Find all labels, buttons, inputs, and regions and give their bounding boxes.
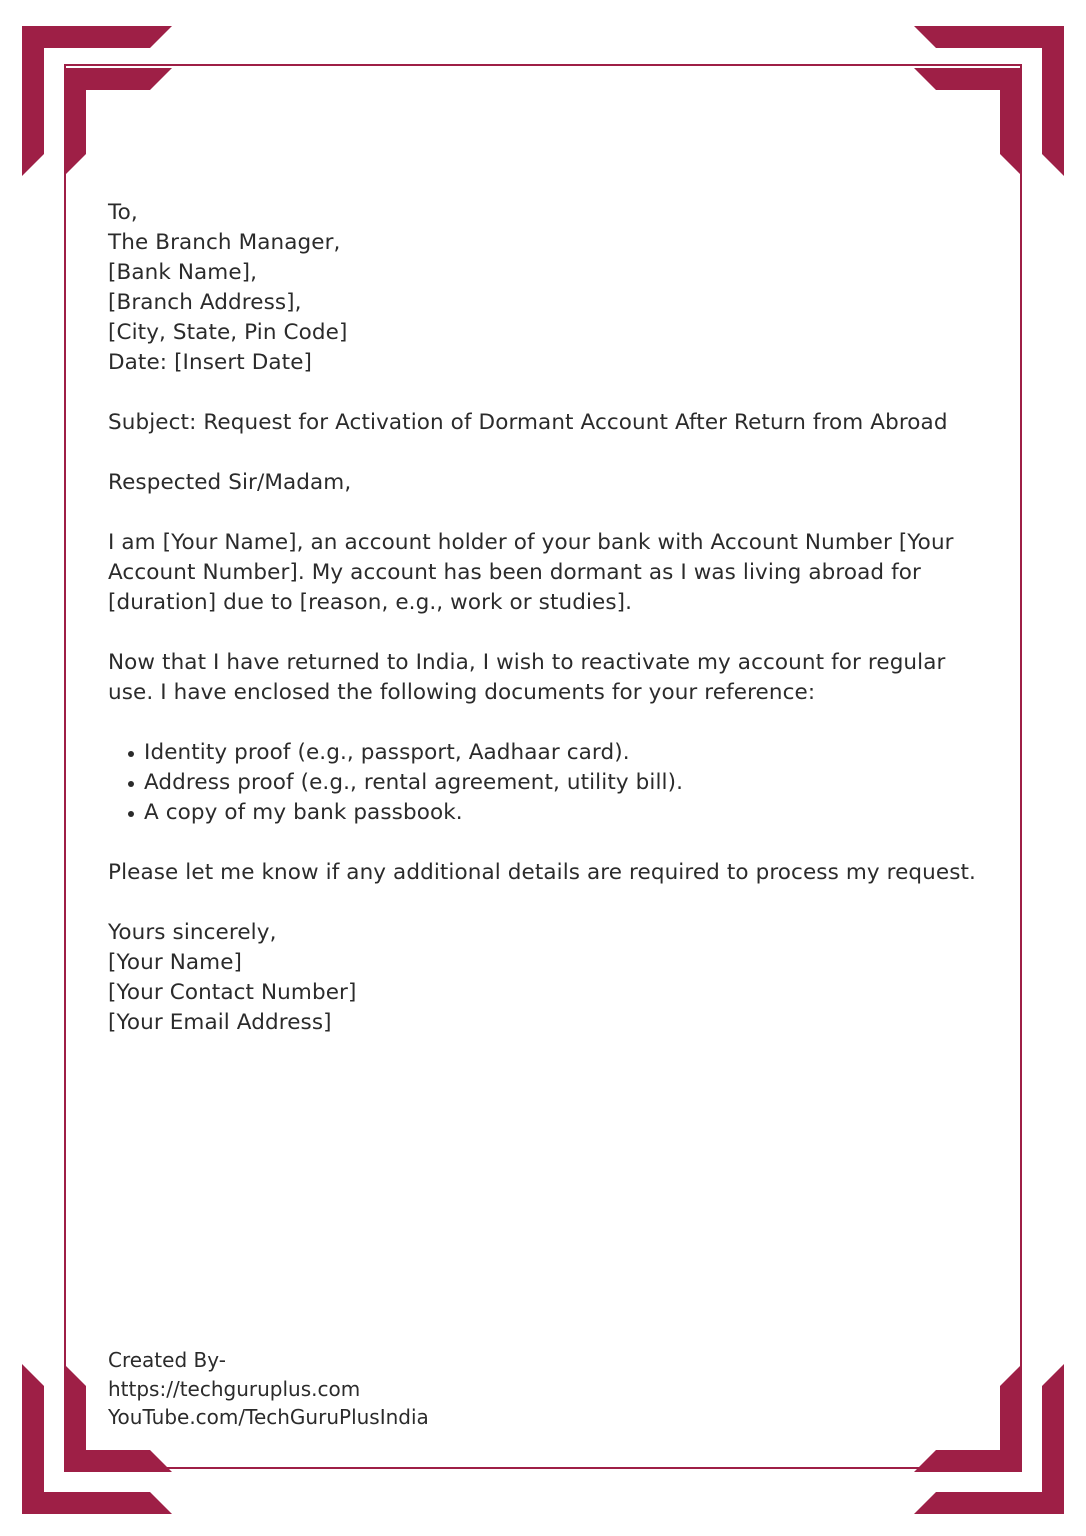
recipient-line-manager: The Branch Manager, (108, 230, 341, 255)
recipient-line-bank-name: [Bank Name], (108, 260, 258, 285)
body-paragraph-1: I am [Your Name], an account holder of your bank with Account Number [Your Account Number]. My account has been dormant as I was living abroad for [duration] due to [reason, e.g., work or studies]. (108, 530, 954, 615)
corner-ornament-top-right (914, 26, 1064, 176)
body-paragraph-2: Now that I have returned to India, I wish to reactivate my account for regular use. I have enclosed the following documents for your reference: (108, 650, 946, 705)
enclosed-documents-list (108, 738, 986, 828)
closing-line-email: [Your Email Address] (108, 1010, 332, 1035)
subject-line: Subject: Request for Activation of Dormant Account After Return from Abroad (108, 410, 948, 435)
closing-signature-block (108, 918, 986, 1038)
body-paragraph-3: Please let me know if any additional details are required to process my request. (108, 860, 976, 885)
salutation: Respected Sir/Madam, (108, 470, 352, 495)
recipient-line-to: To, (108, 200, 138, 225)
closing-line-contact: [Your Contact Number] (108, 980, 357, 1005)
letter-content (108, 198, 986, 1038)
closing-line-name: [Your Name] (108, 950, 243, 975)
recipient-line-city-state-pin: [City, State, Pin Code] (108, 320, 348, 345)
recipient-line-date: Date: [Insert Date] (108, 350, 313, 375)
credit-label: Created By- (108, 1348, 226, 1372)
corner-ornament-bottom-right (914, 1364, 1064, 1514)
list-item: A copy of my bank passbook. (108, 798, 986, 828)
corner-ornament-top-left (22, 26, 172, 176)
recipient-line-branch-address: [Branch Address], (108, 290, 302, 315)
closing-line-sincerely: Yours sincerely, (108, 920, 277, 945)
list-item: Identity proof (e.g., passport, Aadhaar card). (108, 738, 986, 768)
credit-youtube[interactable]: YouTube.com/TechGuruPlusIndia (108, 1405, 429, 1429)
credit-block (108, 1346, 429, 1432)
list-item: Address proof (e.g., rental agreement, utility bill). (108, 768, 986, 798)
recipient-address-block (108, 198, 986, 378)
credit-website[interactable]: https://techguruplus.com (108, 1376, 361, 1401)
